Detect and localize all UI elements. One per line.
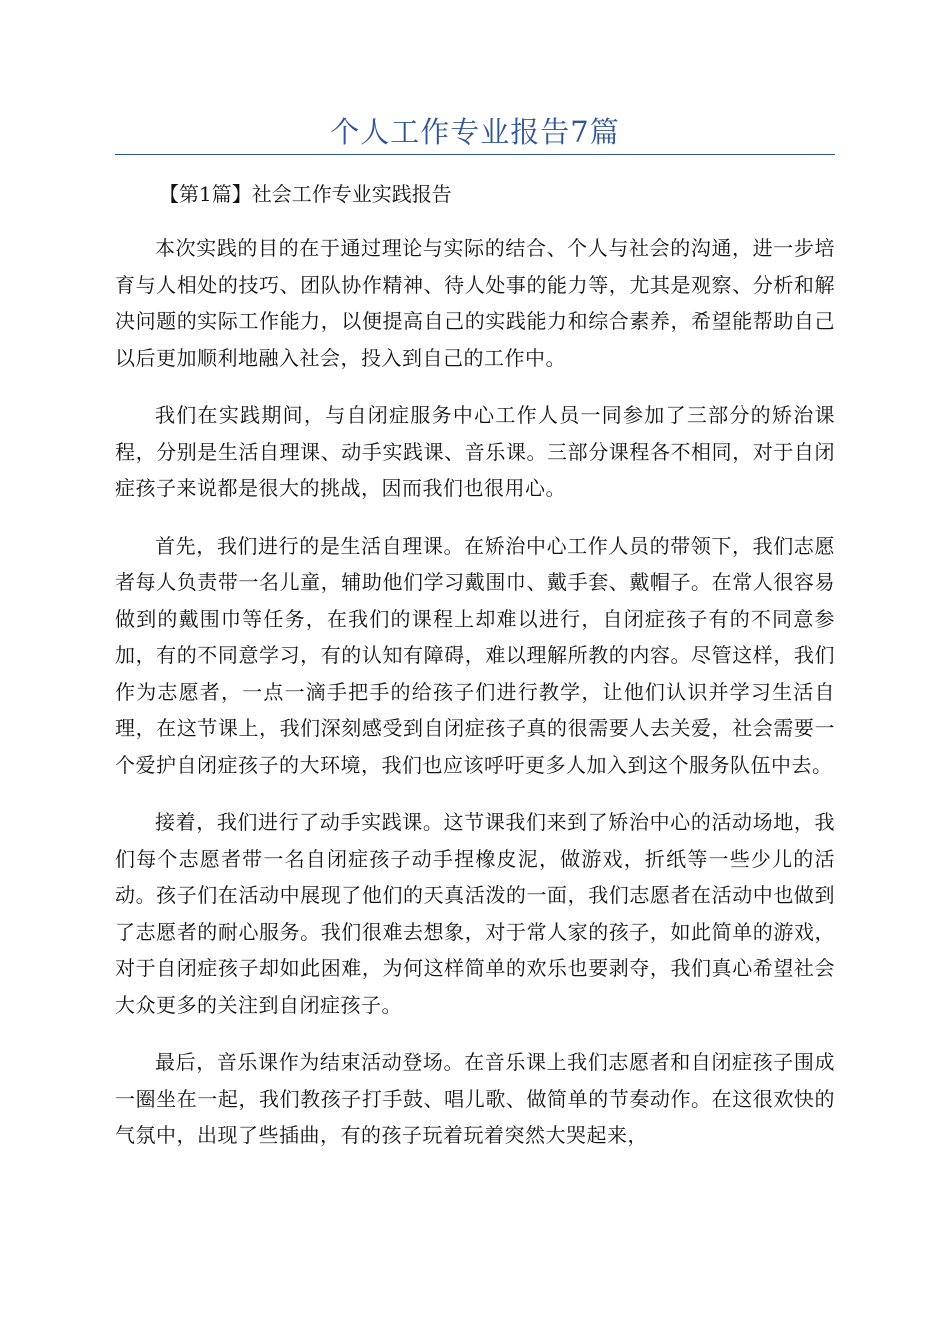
section-heading: 【第1篇】社会工作专业实践报告 <box>159 182 452 206</box>
paragraph-5: 最后，音乐课作为结束活动登场。在音乐课上我们志愿者和自闭症孩子围成一圈坐在一起，我们教孩子打手鼓、唱儿歌、做简单的节奏动作。在这很欢快的气氛中，出现了些插曲，有的孩子玩着玩着突然大哭起来， <box>115 1050 835 1147</box>
paragraph-2: 我们在实践期间，与自闭症服务中心工作人员一同参加了三部分的矫治课程，分别是生活自理课、动手实践课、音乐课。三部分课程各不相同，对于自闭症孩子来说都是很大的挑战，因而我们也很用心。 <box>115 403 835 500</box>
document-title: 个人工作专业报告7篇 <box>330 115 620 149</box>
paragraph-4: 接着，我们进行了动手实践课。这节课我们来到了矫治中心的活动场地，我们每个志愿者带一名自闭症孩子动手捏橡皮泥，做游戏，折纸等一些少儿的活动。孩子们在活动中展现了他们的天真活泼的一面，我们志愿者在活动中也做到了志愿者的耐心服务。我们很难去想象，对于常人家的孩子，如此简单的游戏，对于自闭症孩子却如此困难，为何这样简单的欢乐也要剥夺，我们真心希望社会大众更多的关注到自闭症孩子。 <box>115 810 835 1017</box>
title-underline-rule <box>115 154 835 155</box>
paragraph-1: 本次实践的目的在于通过理论与实际的结合、个人与社会的沟通，进一步培育与人相处的技巧、团队协作精神、待人处事的能力等，尤其是观察、分析和解决问题的实际工作能力，以便提高自己的实践能力和综合素养，希望能帮助自己以后更加顺利地融入社会，投入到自己的工作中。 <box>115 236 835 370</box>
paragraph-3: 首先，我们进行的是生活自理课。在矫治中心工作人员的带领下，我们志愿者每人负责带一名儿童，辅助他们学习戴围巾、戴手套、戴帽子。在常人很容易做到的戴围巾等任务，在我们的课程上却难以进行，自闭症孩子有的不同意参加，有的不同意学习，有的认知有障碍，难以理解所教的内容。尽管这样，我们作为志愿者，一点一滴手把手的给孩子们进行教学，让他们认识并学习生活自理，在这节课上，我们深刻感受到自闭症孩子真的很需要人去关爱，社会需要一个爱护自闭症孩子的大环境，我们也应该呼吁更多人加入到这个服务队伍中去。 <box>115 533 835 777</box>
document-body <box>115 176 835 1175</box>
